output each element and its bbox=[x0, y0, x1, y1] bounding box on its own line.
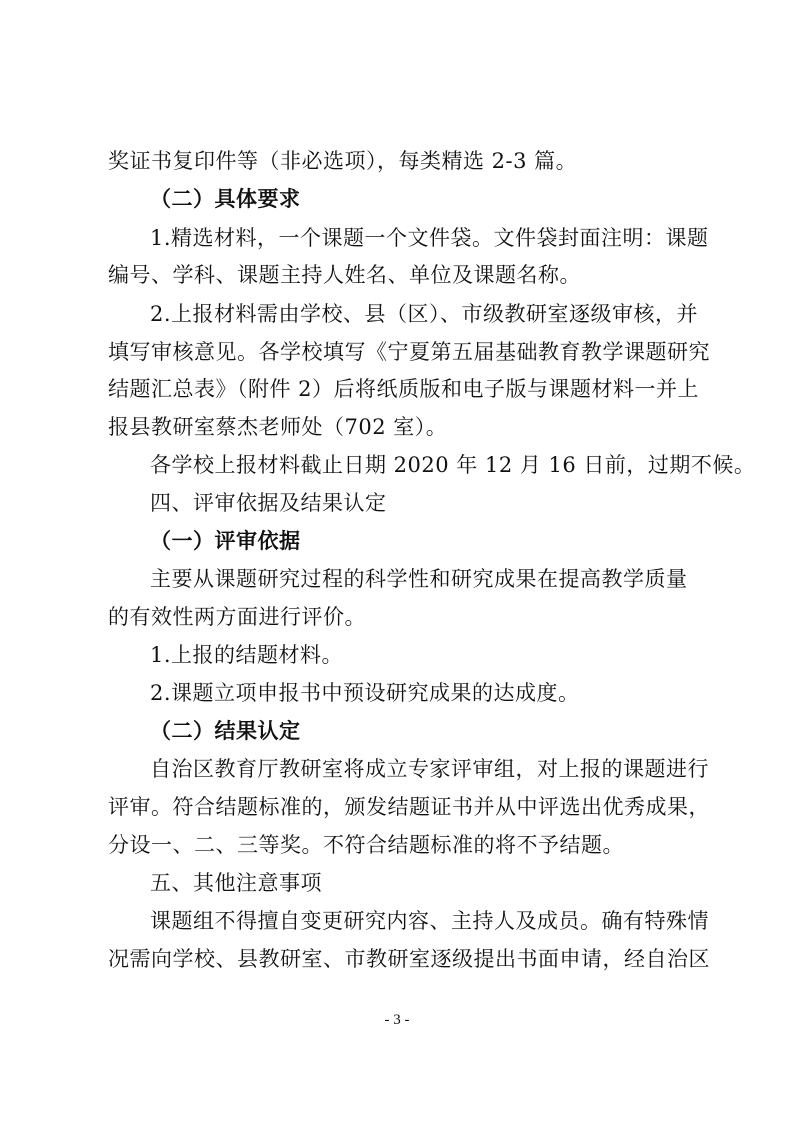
subsection-heading-result-determination: （二）结果认定 bbox=[150, 719, 301, 743]
subsection-heading-review-criteria: （一）评审依据 bbox=[150, 529, 301, 553]
text-line: 编号、学科、课题主持人姓名、单位及课题名称。 bbox=[108, 263, 581, 287]
text-line: 奖证书复印件等（非必选项），每类精选 2-3 篇。 bbox=[108, 149, 578, 173]
text-line: 各学校上报材料截止日期 2020 年 12 月 16 日前，过期不候。 bbox=[150, 453, 756, 477]
text-line: 报县教研室蔡杰老师处（702 室）。 bbox=[108, 415, 448, 439]
section-heading-review-basis: 四、评审依据及结果认定 bbox=[150, 491, 387, 515]
text-line: 分设一、二、三等奖。不符合结题标准的将不予结题。 bbox=[108, 833, 624, 857]
text-line: 填写审核意见。各学校填写《宁夏第五届基础教育教学课题研究 bbox=[108, 340, 710, 364]
text-line: 课题组不得擅自变更研究内容、主持人及成员。确有特殊情 bbox=[150, 909, 709, 933]
text-line: 评审。符合结题标准的，颁发结题证书并从中评选出优秀成果， bbox=[108, 795, 710, 819]
text-line: 结题汇总表》（附件 2）后将纸质版和电子版与课题材料一并上 bbox=[108, 377, 700, 401]
text-line: 主要从课题研究过程的科学性和研究成果在提高教学质量 bbox=[150, 567, 688, 591]
text-line: 2.上报材料需由学校、县（区）、市级教研室逐级审核，并 bbox=[150, 302, 699, 326]
text-line: 的有效性两方面进行评价。 bbox=[108, 605, 366, 629]
page-number: - 3 - bbox=[384, 1012, 410, 1028]
text-line: 况需向学校、县教研室、市教研室逐级提出书面申请，经自治区 bbox=[108, 947, 710, 971]
text-line: 1.上报的结题材料。 bbox=[150, 643, 344, 667]
text-line: 2.课题立项申报书中预设研究成果的达成度。 bbox=[150, 681, 580, 705]
section-heading-specific-requirements: （二）具体要求 bbox=[150, 187, 301, 211]
section-heading-other-notes: 五、其他注意事项 bbox=[150, 871, 322, 895]
text-line: 1.精选材料，一个课题一个文件袋。文件袋封面注明：课题 bbox=[150, 226, 709, 250]
text-line: 自治区教育厅教研室将成立专家评审组，对上报的课题进行 bbox=[150, 757, 709, 781]
